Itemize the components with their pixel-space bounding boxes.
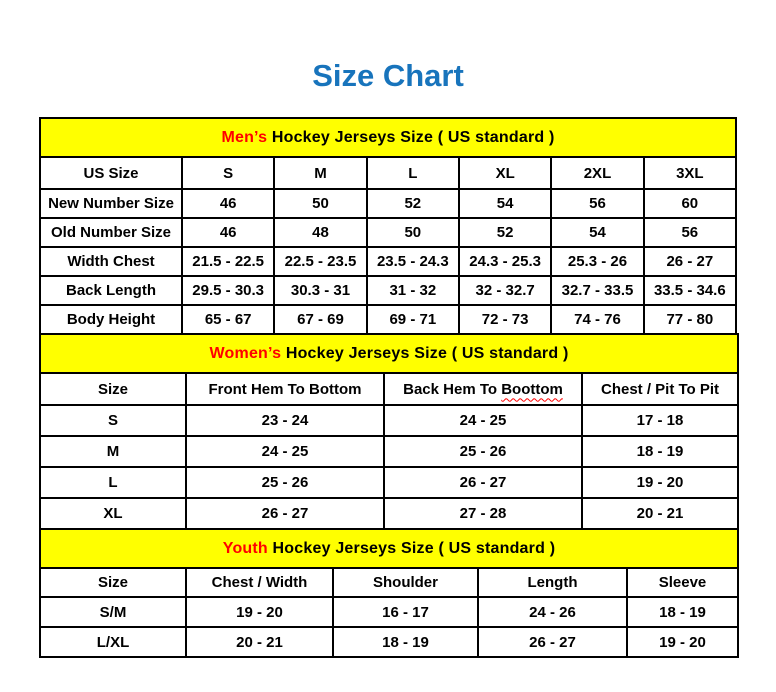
size-value-cell: 24.3 - 25.3	[459, 247, 551, 276]
section-band-mens	[40, 118, 736, 157]
section-title-text: Hockey Jerseys Size ( US standard )	[267, 128, 555, 146]
section-title-highlight: Men’s	[221, 128, 268, 146]
size-value-cell: 20 - 21	[186, 627, 333, 657]
row-label: L	[40, 467, 186, 498]
column-header: S	[182, 157, 274, 189]
size-value-cell: 50	[367, 218, 459, 247]
table-row	[40, 218, 736, 247]
table-row	[40, 247, 736, 276]
column-header-row	[40, 568, 738, 597]
size-tables-container	[39, 117, 737, 658]
size-value-cell: 56	[644, 218, 736, 247]
column-header: L	[367, 157, 459, 189]
column-header: Front Hem To Bottom	[186, 373, 384, 405]
size-value-cell: 27 - 28	[384, 498, 582, 529]
size-value-cell: 54	[551, 218, 643, 247]
size-value-cell: 48	[274, 218, 366, 247]
size-value-cell: 26 - 27	[384, 467, 582, 498]
size-value-cell: 24 - 26	[478, 597, 627, 627]
size-value-cell: 26 - 27	[186, 498, 384, 529]
section-title-highlight: Women’s	[209, 344, 282, 362]
row-label: Old Number Size	[40, 218, 182, 247]
size-value-cell: 23 - 24	[186, 405, 384, 436]
column-header-row	[40, 373, 738, 405]
size-value-cell: 19 - 20	[627, 627, 738, 657]
section-title-highlight: Youth	[222, 539, 268, 557]
size-value-cell: 24 - 25	[186, 436, 384, 467]
column-header: US Size	[40, 157, 182, 189]
size-value-cell: 23.5 - 24.3	[367, 247, 459, 276]
size-value-cell: 60	[644, 189, 736, 218]
size-value-cell: 26 - 27	[478, 627, 627, 657]
column-header: Chest / Pit To Pit	[582, 373, 738, 405]
table-row	[40, 627, 738, 657]
size-value-cell: 74 - 76	[551, 305, 643, 334]
row-label: S/M	[40, 597, 186, 627]
table-row	[40, 498, 738, 529]
size-value-cell: 31 - 32	[367, 276, 459, 305]
size-value-cell: 16 - 17	[333, 597, 478, 627]
size-value-cell: 17 - 18	[582, 405, 738, 436]
size-value-cell: 72 - 73	[459, 305, 551, 334]
size-value-cell: 19 - 20	[582, 467, 738, 498]
size-value-cell: 65 - 67	[182, 305, 274, 334]
youth-size-table	[39, 528, 739, 658]
column-header: 2XL	[551, 157, 643, 189]
section-band-womens	[40, 334, 738, 373]
size-value-cell: 46	[182, 218, 274, 247]
size-value-cell: 46	[182, 189, 274, 218]
section-title	[40, 118, 736, 157]
misspelled-word: Boottom	[501, 380, 563, 398]
row-label: Body Height	[40, 305, 182, 334]
size-value-cell: 32.7 - 33.5	[551, 276, 643, 305]
row-label: L/XL	[40, 627, 186, 657]
row-label: S	[40, 405, 186, 436]
page-title: Size Chart	[312, 58, 464, 93]
column-header: Size	[40, 373, 186, 405]
womens-size-table	[39, 333, 739, 530]
size-value-cell: 25 - 26	[384, 436, 582, 467]
table-row	[40, 405, 738, 436]
size-value-cell: 30.3 - 31	[274, 276, 366, 305]
table-row	[40, 467, 738, 498]
mens-size-table	[39, 117, 737, 335]
size-value-cell: 21.5 - 22.5	[182, 247, 274, 276]
row-label: M	[40, 436, 186, 467]
column-header: M	[274, 157, 366, 189]
size-value-cell: 22.5 - 23.5	[274, 247, 366, 276]
size-value-cell: 52	[367, 189, 459, 218]
table-row	[40, 189, 736, 218]
size-value-cell: 18 - 19	[627, 597, 738, 627]
size-value-cell: 69 - 71	[367, 305, 459, 334]
row-label: New Number Size	[40, 189, 182, 218]
column-header: Chest / Width	[186, 568, 333, 597]
column-header: 3XL	[644, 157, 736, 189]
size-value-cell: 20 - 21	[582, 498, 738, 529]
table-row	[40, 597, 738, 627]
size-value-cell: 19 - 20	[186, 597, 333, 627]
size-value-cell: 67 - 69	[274, 305, 366, 334]
row-label: Back Length	[40, 276, 182, 305]
section-title-text: Hockey Jerseys Size ( US standard )	[267, 539, 556, 557]
size-value-cell: 25.3 - 26	[551, 247, 643, 276]
section-title-text: Hockey Jerseys Size ( US standard )	[281, 344, 569, 362]
section-title	[40, 334, 738, 373]
row-label: XL	[40, 498, 186, 529]
size-value-cell: 33.5 - 34.6	[644, 276, 736, 305]
table-row	[40, 276, 736, 305]
size-value-cell: 50	[274, 189, 366, 218]
section-band-youth	[40, 529, 738, 568]
column-header-row	[40, 157, 736, 189]
size-value-cell: 56	[551, 189, 643, 218]
column-header: Size	[40, 568, 186, 597]
size-value-cell: 25 - 26	[186, 467, 384, 498]
size-value-cell: 29.5 - 30.3	[182, 276, 274, 305]
size-value-cell: 77 - 80	[644, 305, 736, 334]
row-label: Width Chest	[40, 247, 182, 276]
table-row	[40, 305, 736, 334]
column-header: XL	[459, 157, 551, 189]
column-header: Back Hem To Boottom	[384, 373, 582, 405]
column-header: Shoulder	[333, 568, 478, 597]
size-value-cell: 54	[459, 189, 551, 218]
column-header: Length	[478, 568, 627, 597]
table-row	[40, 436, 738, 467]
size-value-cell: 52	[459, 218, 551, 247]
size-value-cell: 32 - 32.7	[459, 276, 551, 305]
size-value-cell: 26 - 27	[644, 247, 736, 276]
column-header: Sleeve	[627, 568, 738, 597]
size-value-cell: 18 - 19	[333, 627, 478, 657]
size-value-cell: 18 - 19	[582, 436, 738, 467]
section-title	[40, 529, 738, 568]
size-value-cell: 24 - 25	[384, 405, 582, 436]
